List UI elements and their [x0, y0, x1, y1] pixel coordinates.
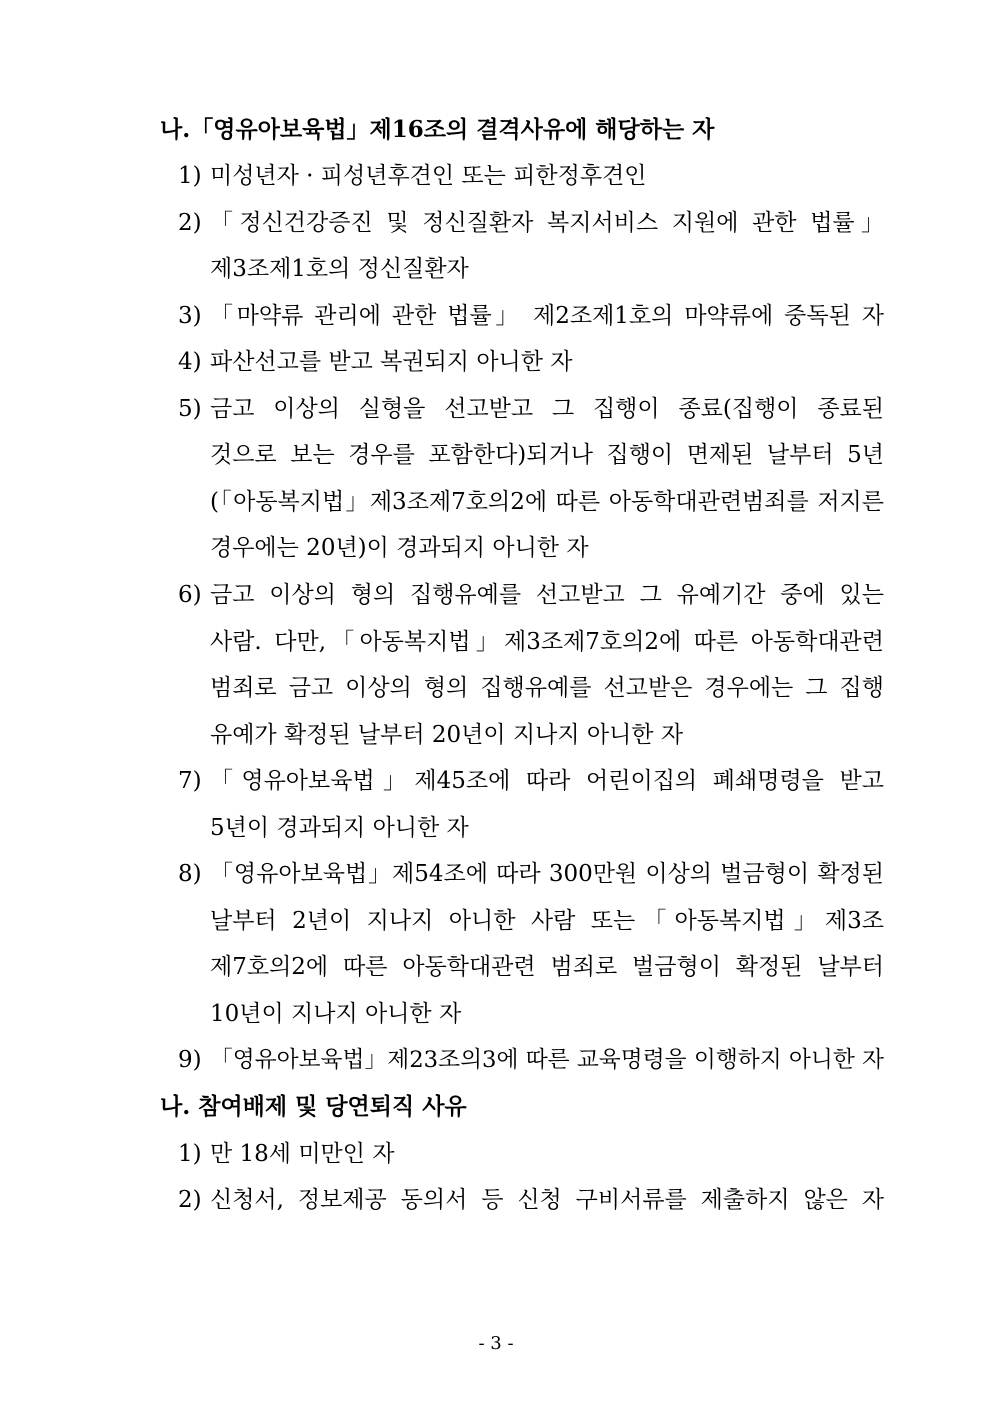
list-item	[178, 301, 884, 331]
item-text: 만 18세 미만인 자	[210, 1141, 395, 1167]
item-text: 「영유아보육법」제45조에 따라 어린이집의 폐쇄명령을 받고	[210, 768, 884, 794]
item-number: 5)	[178, 396, 202, 422]
section-heading: 나. 참여배제 및 당연퇴직 사유	[160, 1093, 467, 1120]
item-text-continued: 유예가 확정된 날부터 20년이 지나지 아니한 자	[210, 722, 684, 748]
list-item	[178, 394, 884, 424]
item-text-continued: 제7호의2에 따른 아동학대관련 범죄로 벌금형이 확정된 날부터	[210, 954, 884, 980]
item-text-continued: 제3조제1호의 정신질환자	[210, 256, 469, 282]
item-number: 1)	[178, 1141, 202, 1167]
list-item	[178, 1045, 884, 1075]
item-text-continued: 10년이 지나지 아니한 자	[210, 1001, 462, 1027]
item-text: 「영유아보육법」제23조의3에 따른 교육명령을 이행하지 아니한 자	[210, 1047, 884, 1073]
item-number: 3)	[178, 303, 202, 329]
item-text-continued: 사람. 다만,「아동복지법」제3조제7호의2에 따른 아동학대관련	[210, 629, 884, 655]
list-item	[178, 859, 884, 889]
list-item	[178, 766, 884, 796]
item-text-continued: 경우에는 20년)이 경과되지 아니한 자	[210, 535, 589, 561]
list-item	[178, 1139, 395, 1169]
item-text-continued: 5년이 경과되지 아니한 자	[210, 815, 469, 841]
list-item	[178, 347, 573, 377]
item-text: 「마약류 관리에 관한 법률」 제2조제1호의 마약류에 중독된 자	[210, 303, 884, 329]
item-text: 금고 이상의 실형을 선고받고 그 집행이 종료(집행이 종료된	[210, 396, 884, 422]
item-number: 6)	[178, 582, 202, 608]
list-item	[178, 208, 884, 238]
item-number: 8)	[178, 861, 202, 887]
section-heading: 나.「영유아보육법」제16조의 결격사유에 해당하는 자	[160, 116, 715, 143]
item-text: 신청서, 정보제공 동의서 등 신청 구비서류를 제출하지 않은 자	[210, 1187, 884, 1213]
item-number: 9)	[178, 1047, 202, 1073]
list-item	[178, 1185, 884, 1215]
item-number: 2)	[178, 210, 202, 236]
item-text: 「정신건강증진 및 정신질환자 복지서비스 지원에 관한 법률」	[210, 210, 884, 236]
item-number: 2)	[178, 1187, 202, 1213]
list-item	[178, 580, 884, 610]
item-number: 7)	[178, 768, 202, 794]
item-text: 파산선고를 받고 복권되지 아니한 자	[210, 349, 573, 375]
item-text-continued: (「아동복지법」제3조제7호의2에 따른 아동학대관련범죄를 저지른	[210, 489, 884, 515]
item-text: 금고 이상의 형의 집행유예를 선고받고 그 유예기간 중에 있는	[210, 582, 884, 608]
item-text: 「영유아보육법」제54조에 따라 300만원 이상의 벌금형이 확정된	[210, 861, 884, 887]
item-text-continued: 것으로 보는 경우를 포함한다)되거나 집행이 면제된 날부터 5년	[210, 442, 884, 468]
item-number: 1)	[178, 163, 202, 189]
page-number: - 3 -	[478, 1333, 514, 1354]
item-text-continued: 날부터 2년이 지나지 아니한 사람 또는「아동복지법」제3조	[210, 908, 884, 934]
item-text-continued: 범죄로 금고 이상의 형의 집행유예를 선고받은 경우에는 그 집행	[210, 675, 884, 701]
list-item	[178, 161, 646, 191]
item-number: 4)	[178, 349, 202, 375]
item-text: 미성년자 · 피성년후견인 또는 피한정후견인	[210, 163, 647, 189]
